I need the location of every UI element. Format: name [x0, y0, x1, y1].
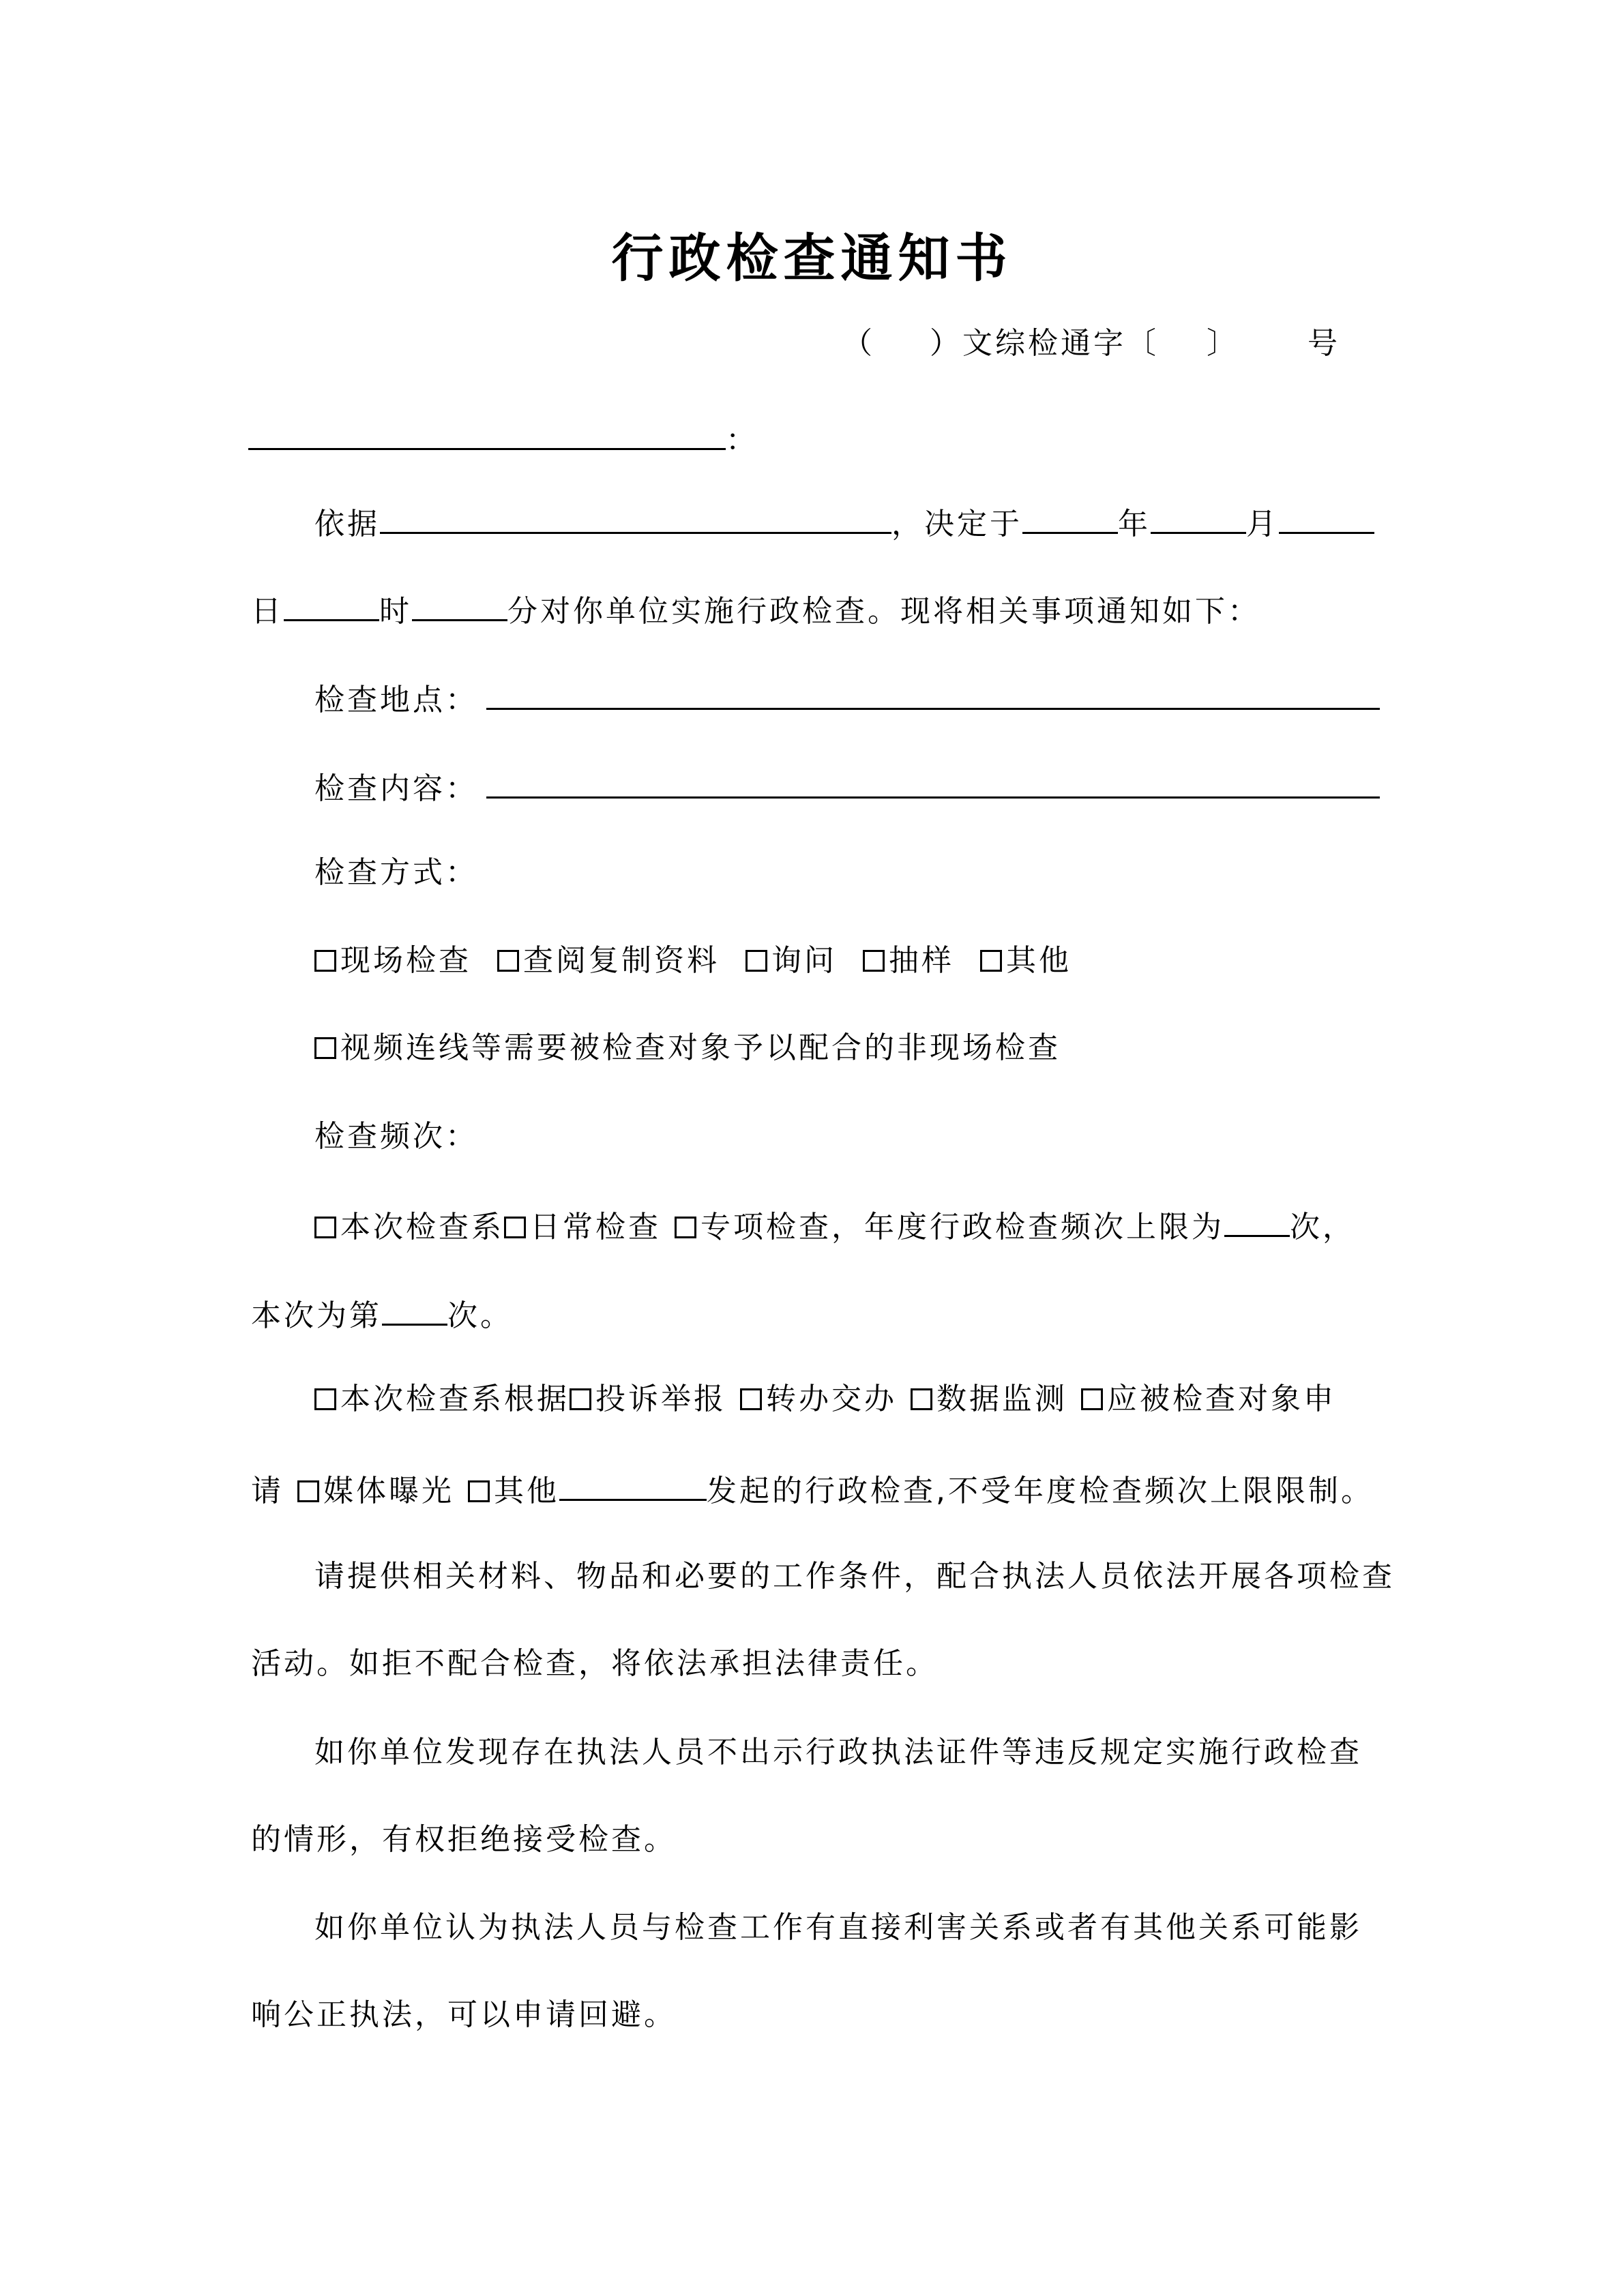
- checkbox-application[interactable]: [1081, 1388, 1103, 1410]
- method-label: 检查方式：: [314, 855, 478, 890]
- trigger-lead: 本次检查系根据: [340, 1382, 570, 1416]
- checkbox-sampling[interactable]: [863, 950, 885, 972]
- year-blank[interactable]: [1022, 502, 1118, 534]
- content-blank[interactable]: [486, 766, 1380, 799]
- notice-intro: 分对你单位实施行政检查。现将相关事项通知如下：: [507, 594, 1260, 629]
- checkbox-review-materials[interactable]: [497, 950, 519, 972]
- document-title: 行政检查通知书: [611, 228, 1013, 288]
- checkbox-other[interactable]: [980, 950, 1002, 972]
- option-label: 其他: [1006, 943, 1072, 978]
- option-label: 询问: [771, 943, 837, 978]
- option-label: 视频连线等需要被检查对象予以配合的非现场检查: [340, 1030, 1061, 1065]
- month-label: 月: [1246, 507, 1279, 541]
- hour-label: 时: [379, 594, 412, 629]
- colon: ：: [726, 423, 758, 458]
- option-label: 现场检查: [340, 943, 471, 978]
- checkbox-referral[interactable]: [740, 1388, 762, 1410]
- frequency-label: 检查频次：: [314, 1119, 478, 1154]
- basis-blank[interactable]: [380, 502, 891, 534]
- trigger-other-blank[interactable]: [559, 1469, 707, 1501]
- freq-limit-text: ，年度行政检查频次上限为: [831, 1210, 1224, 1244]
- day-label: 日: [251, 594, 284, 629]
- paragraph-cooperate: 请提供相关材料、物品和必要的工作条件，配合执法人员依法开展各项检查: [314, 1559, 1395, 1594]
- month-blank[interactable]: [1151, 502, 1246, 534]
- option-label: 专项检查: [700, 1210, 831, 1244]
- checkbox-inquiry[interactable]: [745, 950, 767, 972]
- times-label: 次，: [1290, 1210, 1355, 1244]
- option-label: 数据监测: [936, 1382, 1067, 1416]
- year-label: 年: [1118, 507, 1151, 541]
- times-end: 次。: [447, 1298, 513, 1333]
- checkbox-complaint[interactable]: [570, 1388, 591, 1410]
- checkbox-trigger[interactable]: [314, 1388, 336, 1410]
- location-line: [314, 678, 1380, 716]
- paragraph-refuse: 如你单位发现存在执法人员不出示行政执法证件等违反规定实施行政检查: [314, 1735, 1362, 1770]
- content-line: [314, 766, 1380, 805]
- checkbox-special[interactable]: [675, 1217, 696, 1238]
- option-label: 查阅复制资料: [523, 943, 720, 978]
- hour-blank[interactable]: [284, 589, 379, 621]
- method-options: [314, 942, 1072, 980]
- option-label: 转办交办: [766, 1382, 897, 1416]
- paragraph-recusal-cont: 响公正执法，可以申请回避。: [251, 1997, 677, 2032]
- option-label: 抽样: [889, 943, 954, 978]
- freq-lead: 本次检查系: [340, 1210, 504, 1244]
- checkbox-frequency[interactable]: [314, 1217, 336, 1238]
- frequency-line: [314, 1205, 1355, 1243]
- option-label: 日常检查: [530, 1210, 661, 1244]
- decided-text: ，决定于: [891, 507, 1022, 541]
- ref-open: （: [842, 326, 875, 361]
- recipient-blank[interactable]: [248, 418, 726, 450]
- basis-label: 依据: [314, 507, 380, 541]
- method-remote: [314, 1029, 1061, 1067]
- basis-line: [314, 502, 1374, 540]
- content-label: 检查内容：: [314, 771, 478, 806]
- trigger-cont: 请: [251, 1474, 284, 1508]
- this-is-text: 本次为第: [251, 1298, 382, 1333]
- checkbox-trigger-other[interactable]: [468, 1480, 490, 1502]
- option-label: 应被检查对象申: [1107, 1382, 1336, 1416]
- reference-number: [842, 325, 1340, 363]
- checkbox-media[interactable]: [297, 1480, 319, 1502]
- day-blank[interactable]: [1279, 502, 1374, 534]
- limit-blank[interactable]: [1224, 1205, 1290, 1237]
- checkbox-routine[interactable]: [504, 1217, 526, 1238]
- paragraph-cooperate-cont: 活动。如拒不配合检查，将依法承担法律责任。: [251, 1646, 939, 1681]
- location-label: 检查地点：: [314, 683, 478, 717]
- ref-close: 〕: [1207, 326, 1239, 361]
- trigger-line: [314, 1380, 1336, 1418]
- ref-text: ）文综检通字〔: [930, 326, 1159, 361]
- count-blank[interactable]: [382, 1294, 447, 1326]
- checkbox-remote[interactable]: [314, 1037, 336, 1059]
- frequency-count-line: [251, 1294, 513, 1332]
- location-blank[interactable]: [486, 678, 1380, 710]
- option-label: 媒体曝光: [323, 1474, 454, 1508]
- checkbox-onsite[interactable]: [314, 950, 336, 972]
- time-line: [251, 589, 1260, 627]
- recipient-line: [248, 418, 758, 456]
- trigger-line-2: [251, 1469, 1374, 1507]
- paragraph-refuse-cont: 的情形，有权拒绝接受检查。: [251, 1822, 677, 1857]
- ref-suffix: 号: [1308, 326, 1340, 361]
- minute-blank[interactable]: [412, 589, 507, 621]
- checkbox-monitoring[interactable]: [911, 1388, 932, 1410]
- paragraph-recusal: 如你单位认为执法人员与检查工作有直接利害关系或者有其他关系可能影: [314, 1910, 1362, 1945]
- trigger-tail: 发起的行政检查,不受年度检查频次上限限制。: [707, 1474, 1374, 1508]
- option-label: 其他: [494, 1474, 559, 1508]
- option-label: 投诉举报: [595, 1382, 726, 1416]
